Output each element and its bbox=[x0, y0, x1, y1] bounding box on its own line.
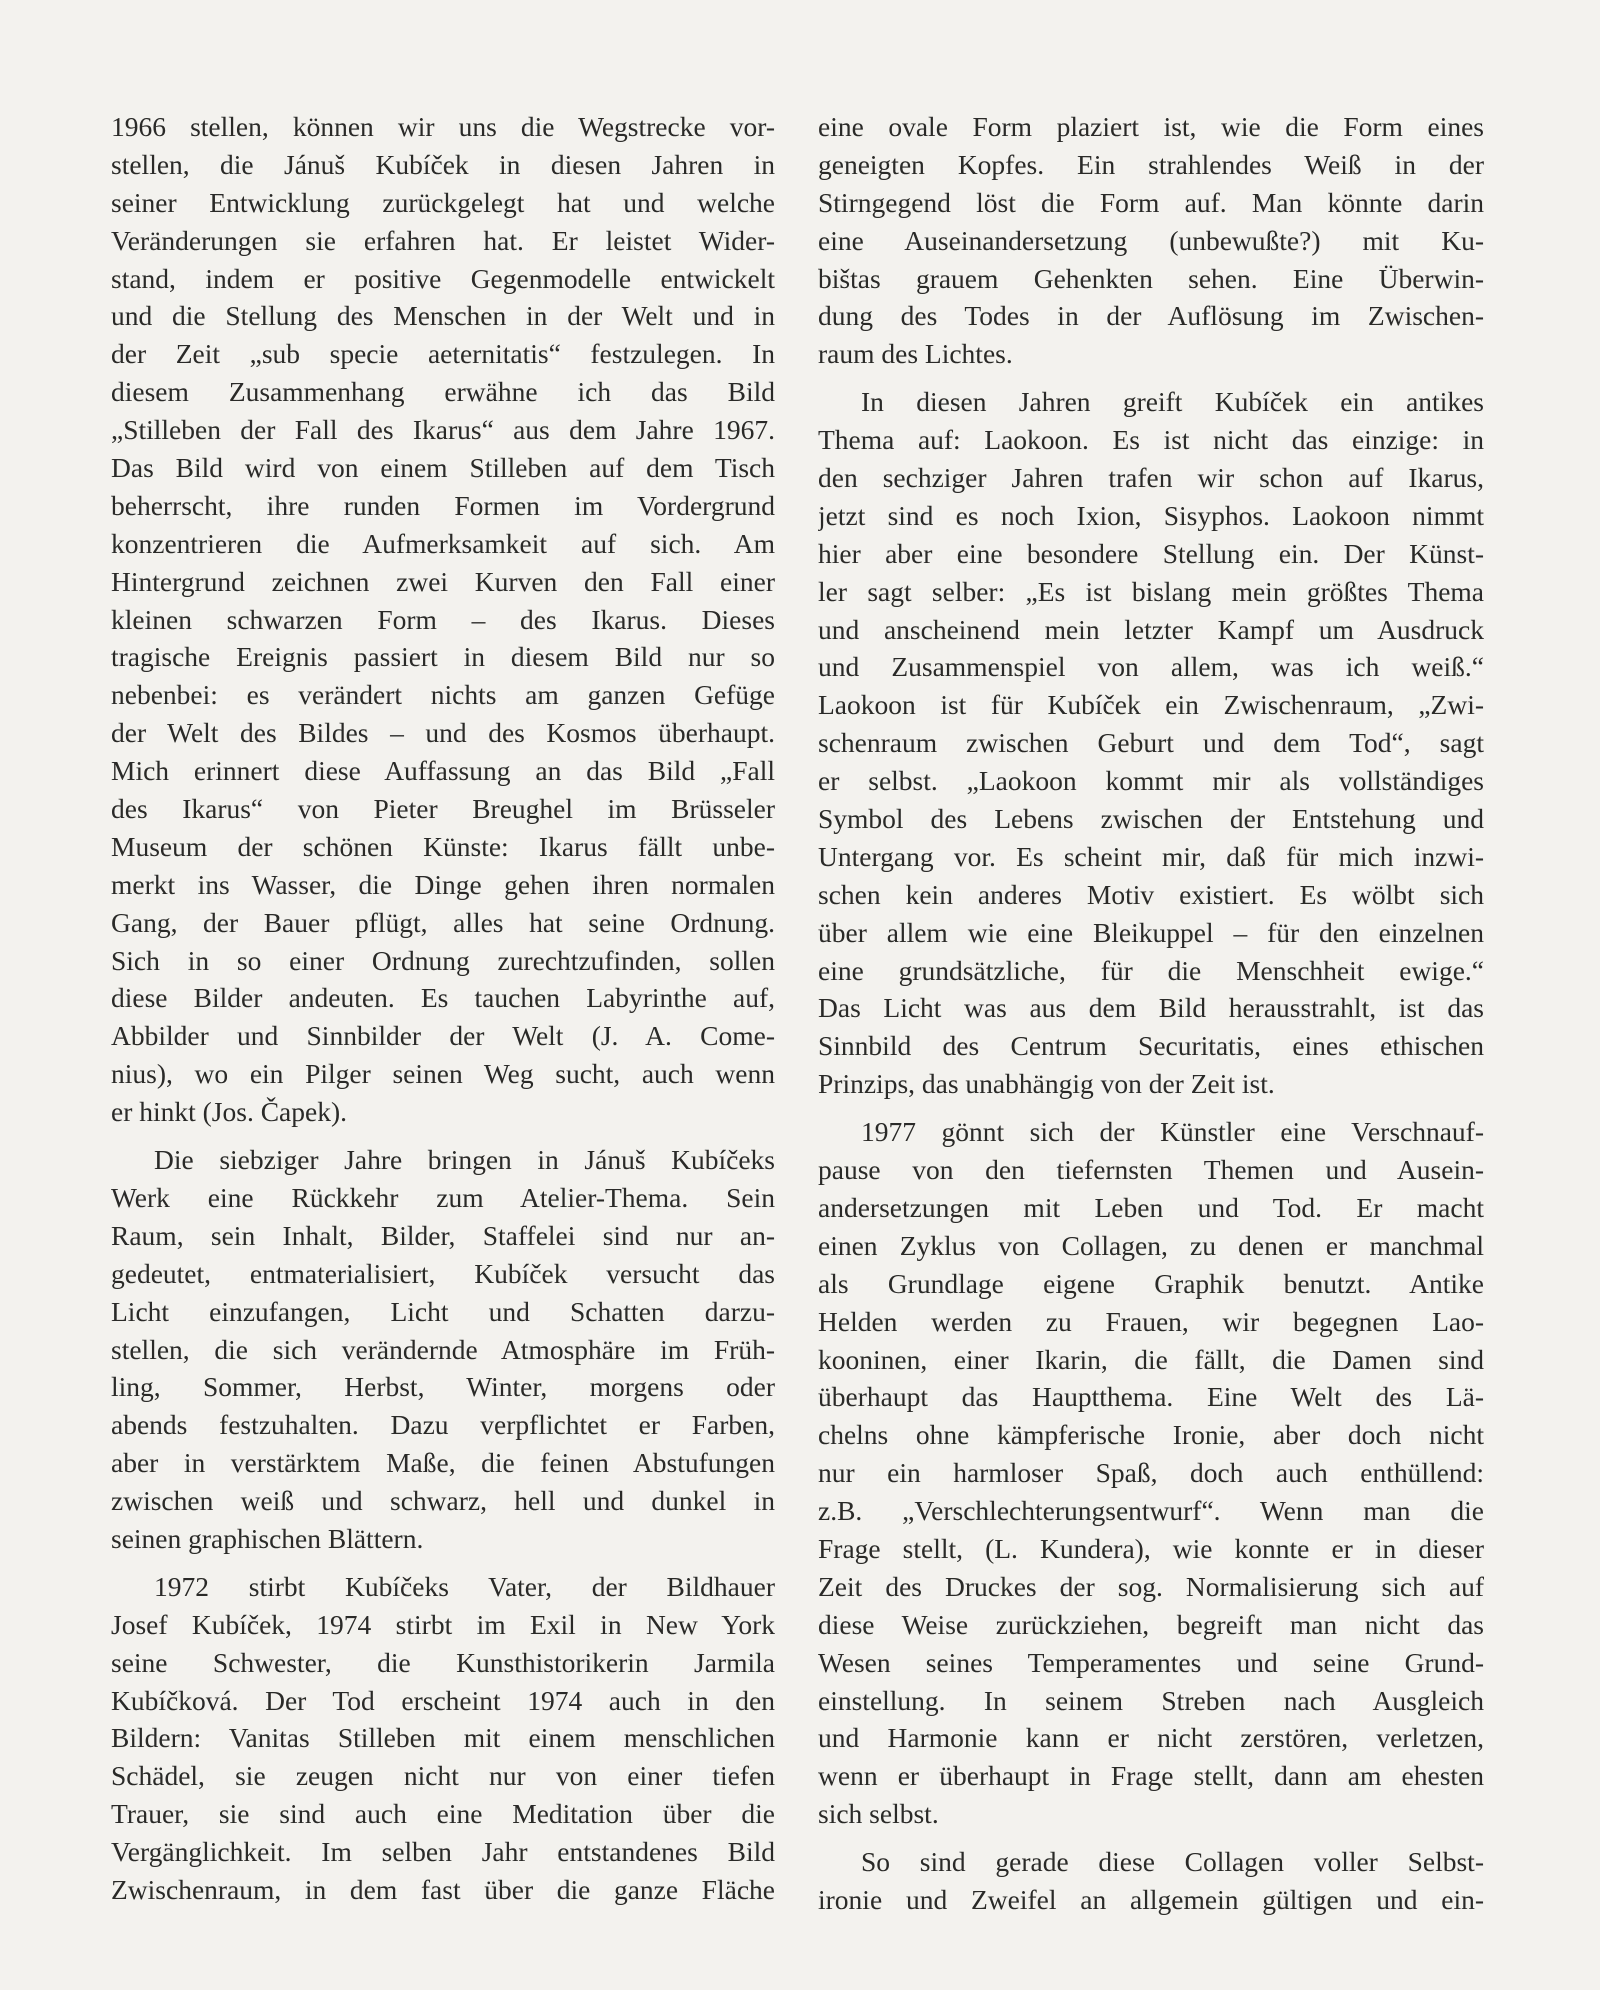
text-line: Schädel, sie zeugen nicht nur von einer tiefen bbox=[111, 1760, 775, 1792]
text-line: nius), wo ein Pilger seinen Weg sucht, auch wenn bbox=[111, 1058, 775, 1090]
text-line: schen kein anderes Motiv existiert. Es wölbt sich bbox=[818, 878, 1484, 910]
text-line: Helden werden zu Frauen, wir begegnen Lao- bbox=[818, 1305, 1484, 1337]
text-line: ler sagt selber: „Es ist bislang mein größtes Thema bbox=[818, 575, 1484, 607]
text-line: Josef Kubíček, 1974 stirbt im Exil in New York bbox=[111, 1608, 775, 1640]
text-line: diese Bilder andeuten. Es tauchen Labyrinthe auf, bbox=[111, 982, 775, 1014]
text-line: schenraum zwischen Geburt und dem Tod“, sagt bbox=[818, 727, 1484, 759]
text-line: dung des Todes in der Auflösung im Zwischen- bbox=[818, 300, 1484, 332]
text-line: als Grundlage eigene Graphik benutzt. Antike bbox=[818, 1267, 1484, 1299]
text-line: z.B. „Verschlechterungsentwurf“. Wenn man die bbox=[818, 1495, 1484, 1527]
text-line: stellen, die Jánuš Kubíček in diesen Jahren in bbox=[111, 148, 775, 180]
text-line: Veränderungen sie erfahren hat. Er leistet Wider- bbox=[111, 224, 775, 256]
text-line: eine grundsätzliche, für die Menschheit ewige.“ bbox=[818, 954, 1484, 986]
text-line: diese Weise zurückziehen, begreift man nicht das bbox=[818, 1608, 1484, 1640]
text-line: In diesen Jahren greift Kubíček ein antikes bbox=[861, 386, 1484, 418]
text-line: Bildern: Vanitas Stilleben mit einem menschlichen bbox=[111, 1722, 775, 1754]
paragraph bbox=[111, 108, 775, 1131]
text-line: seiner Entwicklung zurückgelegt hat und welche bbox=[111, 186, 775, 218]
text-line: nebenbei: es verändert nichts am ganzen Gefüge bbox=[111, 679, 775, 711]
text-line: der Zeit „sub specie aeternitatis“ festzulegen. In bbox=[111, 338, 775, 370]
text-line: und Zusammenspiel von allem, was ich weiß.“ bbox=[818, 651, 1484, 683]
text-line: Das Bild wird von einem Stilleben auf dem Tisch bbox=[111, 452, 775, 484]
text-line: und anscheinend mein letzter Kampf um Ausdruck bbox=[818, 613, 1484, 645]
text-line: er hinkt (Jos. Čapek). bbox=[111, 1096, 347, 1128]
text-line: Werk eine Rückkehr zum Atelier-Thema. Sein bbox=[111, 1181, 775, 1213]
text-line: merkt ins Wasser, die Dinge gehen ihren normalen bbox=[111, 868, 775, 900]
text-line: Trauer, sie sind auch eine Meditation über die bbox=[111, 1798, 775, 1830]
text-line: er selbst. „Laokoon kommt mir als vollständiges bbox=[818, 765, 1484, 797]
text-line: eine ovale Form plaziert ist, wie die Form eines bbox=[818, 111, 1484, 142]
text-line: über allem wie eine Bleikuppel – für den einzelnen bbox=[818, 916, 1484, 948]
text-line: kooninen, einer Ikarin, die fällt, die Damen sind bbox=[818, 1343, 1484, 1375]
text-line: eine Auseinandersetzung (unbewußte?) mit Ku- bbox=[818, 224, 1484, 256]
text-line: Abbilder und Sinnbilder der Welt (J. A. Come- bbox=[111, 1020, 775, 1052]
paragraph bbox=[111, 1568, 775, 1909]
text-line: beherrscht, ihre runden Formen im Vordergrund bbox=[111, 489, 775, 521]
text-line: Raum, sein Inhalt, Bilder, Staffelei sind nur an- bbox=[111, 1219, 775, 1251]
text-line: Sinnbild des Centrum Securitatis, eines ethischen bbox=[818, 1030, 1484, 1062]
text-line: Frage stellt, (L. Kundera), wie konnte er in dieser bbox=[818, 1532, 1484, 1564]
text-line: Mich erinnert diese Auffassung an das Bild „Fall bbox=[111, 755, 775, 787]
text-line: Das Licht was aus dem Bild herausstrahlt, ist das bbox=[818, 992, 1484, 1024]
text-line: und die Stellung des Menschen in der Welt und in bbox=[111, 300, 775, 332]
text-line: wenn er überhaupt in Frage stellt, dann am ehesten bbox=[818, 1760, 1484, 1792]
text-line: Gang, der Bauer pflügt, alles hat seine Ordnung. bbox=[111, 906, 775, 938]
text-line: Symbol des Lebens zwischen der Entstehung und bbox=[818, 803, 1484, 835]
text-line: 1966 stellen, können wir uns die Wegstrecke vor- bbox=[111, 111, 775, 142]
text-line: nur ein harmloser Spaß, doch auch enthüllend: bbox=[818, 1457, 1484, 1489]
text-line: einstellung. In seinem Streben nach Ausgleich bbox=[818, 1684, 1484, 1716]
text-line: konzentrieren die Aufmerksamkeit auf sich. Am bbox=[111, 527, 775, 559]
text-line: kleinen schwarzen Form – des Ikarus. Dieses bbox=[111, 603, 775, 635]
text-line: abends festzuhalten. Dazu verpflichtet er Farben, bbox=[111, 1409, 775, 1441]
paragraph bbox=[818, 383, 1484, 1103]
text-line: jetzt sind es noch Ixion, Sisyphos. Laokoon nimmt bbox=[818, 499, 1484, 531]
text-line: Museum der schönen Künste: Ikarus fällt unbe- bbox=[111, 830, 775, 862]
text-line: aber in verstärktem Maße, die feinen Abstufungen bbox=[111, 1447, 775, 1479]
text-line: ling, Sommer, Herbst, Winter, morgens oder bbox=[111, 1371, 775, 1403]
text-line: Kubíčková. Der Tod erscheint 1974 auch in den bbox=[111, 1684, 775, 1716]
text-line: andersetzungen mit Leben und Tod. Er macht bbox=[818, 1191, 1484, 1223]
text-line: Wesen seines Temperamentes und seine Grund- bbox=[818, 1646, 1484, 1678]
text-line: seine Schwester, die Kunsthistorikerin Jarmila bbox=[111, 1646, 775, 1678]
text-line: chelns ohne kämpferische Ironie, aber doch nicht bbox=[818, 1419, 1484, 1451]
text-line: 1977 gönnt sich der Künstler eine Verschnauf- bbox=[861, 1116, 1484, 1148]
text-line: raum des Lichtes. bbox=[818, 338, 1013, 370]
text-line: sich selbst. bbox=[818, 1798, 939, 1830]
text-line: ironie und Zweifel an allgemein gültigen und ein- bbox=[818, 1883, 1484, 1915]
text-line: pause von den tiefernsten Themen und Ausein- bbox=[818, 1154, 1484, 1186]
text-line: „Stilleben der Fall des Ikarus“ aus dem Jahre 1967. bbox=[111, 414, 775, 446]
text-line: und Harmonie kann er nicht zerstören, verletzen, bbox=[818, 1722, 1484, 1754]
text-line: Prinzips, das unabhängig von der Zeit ist. bbox=[818, 1068, 1275, 1100]
text-line: geneigten Kopfes. Ein strahlendes Weiß in der bbox=[818, 148, 1484, 180]
text-line: Stirngegend löst die Form auf. Man könnte darin bbox=[818, 186, 1484, 218]
text-line: überhaupt das Hauptthema. Eine Welt des Lä- bbox=[818, 1381, 1484, 1413]
text-line: So sind gerade diese Collagen voller Selbst- bbox=[861, 1846, 1484, 1878]
text-line: diesem Zusammenhang erwähne ich das Bild bbox=[111, 376, 775, 408]
text-line: Thema auf: Laokoon. Es ist nicht das einzige: in bbox=[818, 424, 1484, 456]
paragraph bbox=[818, 1843, 1484, 1919]
text-line: Hintergrund zeichnen zwei Kurven den Fall einer bbox=[111, 565, 775, 597]
paragraph bbox=[111, 1141, 775, 1558]
text-line: den sechziger Jahren trafen wir schon auf Ikarus, bbox=[818, 462, 1484, 494]
text-line: einen Zyklus von Collagen, zu denen er manchmal bbox=[818, 1229, 1484, 1261]
text-line: stand, indem er positive Gegenmodelle entwickelt bbox=[111, 262, 775, 294]
text-line: Sich in so einer Ordnung zurechtzufinden, sollen bbox=[111, 944, 775, 976]
text-line: Zwischenraum, in dem fast über die ganze Fläche bbox=[111, 1873, 775, 1905]
right-text-column bbox=[818, 108, 1484, 1919]
text-line: des Ikarus“ von Pieter Breughel im Brüsseler bbox=[111, 793, 775, 825]
text-line: der Welt des Bildes – und des Kosmos überhaupt. bbox=[111, 717, 775, 749]
left-text-column bbox=[111, 108, 775, 1909]
text-line: Licht einzufangen, Licht und Schatten darzu- bbox=[111, 1295, 775, 1327]
text-line: Die siebziger Jahre bringen in Jánuš Kubíčeks bbox=[154, 1144, 775, 1176]
paragraph bbox=[818, 108, 1484, 373]
text-line: Laokoon ist für Kubíček ein Zwischenraum, „Zwi- bbox=[818, 689, 1484, 721]
text-line: hier aber eine besondere Stellung ein. Der Künst- bbox=[818, 537, 1484, 569]
text-line: Untergang vor. Es scheint mir, daß für mich inzwi- bbox=[818, 840, 1484, 872]
paragraph bbox=[818, 1113, 1484, 1833]
text-line: zwischen weiß und schwarz, hell und dunkel in bbox=[111, 1485, 775, 1517]
text-line: gedeutet, entmaterialisiert, Kubíček versucht das bbox=[111, 1257, 775, 1289]
text-line: Vergänglichkeit. Im selben Jahr entstandenes Bild bbox=[111, 1836, 775, 1868]
text-line: bištas grauem Gehenkten sehen. Eine Überwin- bbox=[818, 262, 1484, 294]
text-line: seinen graphischen Blättern. bbox=[111, 1522, 424, 1554]
text-line: tragische Ereignis passiert in diesem Bild nur so bbox=[111, 641, 775, 673]
text-line: stellen, die sich verändernde Atmosphäre im Früh- bbox=[111, 1333, 775, 1365]
text-line: Zeit des Druckes der sog. Normalisierung sich auf bbox=[818, 1570, 1484, 1602]
text-line: 1972 stirbt Kubíčeks Vater, der Bildhauer bbox=[154, 1570, 775, 1602]
